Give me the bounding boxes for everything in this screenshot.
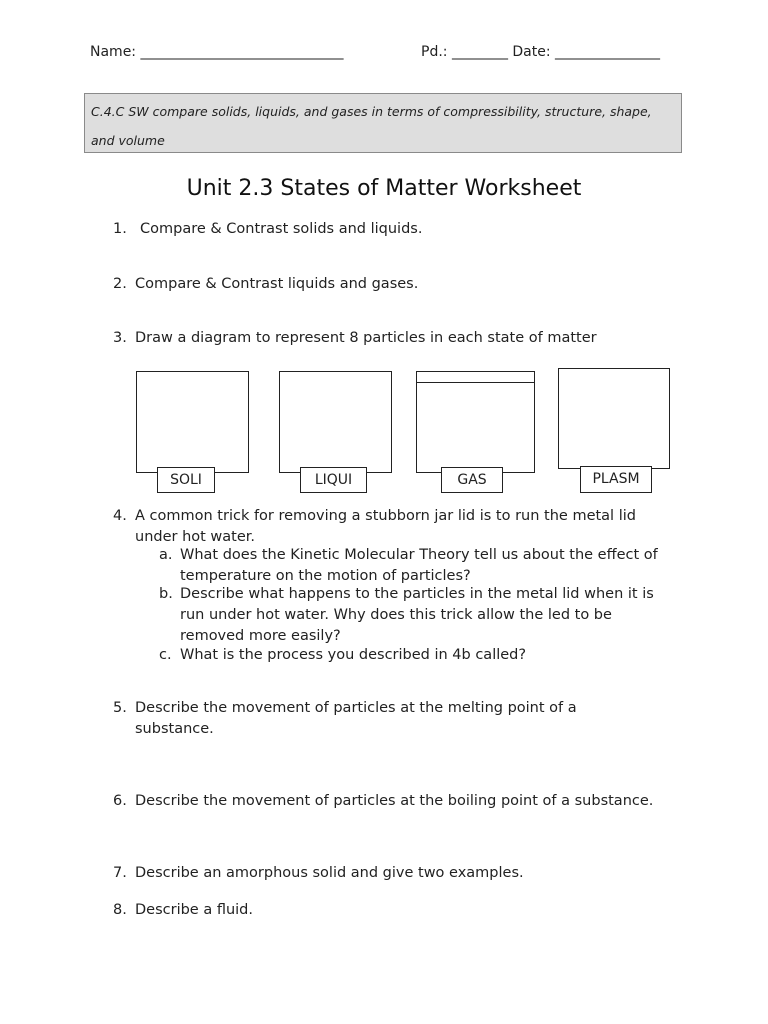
standard-box xyxy=(84,93,682,153)
subquestion-letter: c. xyxy=(159,647,172,663)
subquestion-letter: a. xyxy=(159,547,173,563)
question-text: A common trick for removing a stubborn jar lid is to run the metal lid under hot water. xyxy=(135,508,636,545)
question-number: 6. xyxy=(113,793,127,809)
page-title: Unit 2.3 States of Matter Worksheet xyxy=(186,176,582,201)
name-blank[interactable]: _____________________________ xyxy=(140,44,344,60)
question-text: Compare & Contrast solids and liquids. xyxy=(140,221,423,237)
liquid-label: LIQUI xyxy=(300,467,367,493)
question-text: Describe the movement of particles at the melting point of a substance. xyxy=(135,700,577,737)
question-text: Describe the movement of particles at the boiling point of a substance. xyxy=(135,793,654,809)
question-text: Draw a diagram to represent 8 particles in each state of matter xyxy=(135,330,597,346)
solid-label: SOLI xyxy=(157,467,215,493)
question-number: 1. xyxy=(113,221,127,237)
gas-drawing-box[interactable] xyxy=(416,371,535,473)
question-number: 4. xyxy=(113,508,127,524)
date-blank[interactable]: _______________ xyxy=(555,44,661,60)
subquestion-text: What is the process you described in 4b called? xyxy=(180,647,527,663)
question-number: 2. xyxy=(113,276,127,292)
pd-label: Pd.: xyxy=(421,44,448,60)
subquestion-letter: b. xyxy=(159,586,173,602)
pd-blank[interactable]: ________ xyxy=(451,44,508,60)
question-text: Compare & Contrast liquids and gases. xyxy=(135,276,419,292)
question-text: Describe a fluid. xyxy=(135,902,253,918)
date-label: Date: xyxy=(512,44,551,60)
pd-date-line xyxy=(421,44,660,60)
question-number: 8. xyxy=(113,902,127,918)
subquestion-text: What does the Kinetic Molecular Theory tell us about the effect of temperature on the motion of particles? xyxy=(180,547,658,584)
subquestion-text: Describe what happens to the particles in the metal lid when it is run under hot water. Why does this trick allow the led to be removed more easily? xyxy=(180,586,654,644)
question-number: 7. xyxy=(113,865,127,881)
name-label: Name: xyxy=(90,44,137,60)
name-line xyxy=(90,44,343,60)
gas-label: GAS xyxy=(441,467,503,493)
gas-box-divider xyxy=(417,382,534,383)
liquid-drawing-box[interactable] xyxy=(279,371,392,473)
question-text: Describe an amorphous solid and give two examples. xyxy=(135,865,524,881)
plasma-label: PLASM xyxy=(580,466,652,493)
standard-text: C.4.C SW compare solids, liquids, and gases in terms of compressibility, structure, shape, and volume xyxy=(91,104,652,148)
solid-drawing-box[interactable] xyxy=(136,371,249,473)
question-number: 3. xyxy=(113,330,127,346)
question-number: 5. xyxy=(113,700,127,716)
plasma-drawing-box[interactable] xyxy=(558,368,670,469)
